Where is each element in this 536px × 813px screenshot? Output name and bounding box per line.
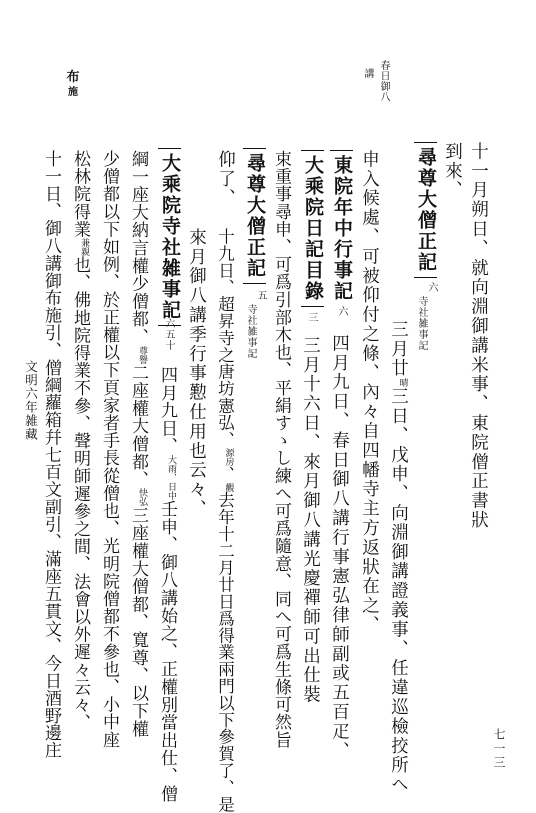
source-heading-3: 大乘院日記目錄 bbox=[301, 150, 324, 307]
source-heading-4-sub-title: 寺社雑事記 bbox=[245, 304, 256, 359]
column-9-after: 去年十二月廿日爲得業兩門以下參賀了、是 bbox=[215, 491, 235, 813]
column-3-after: 三日、戊申、向淵御講證義事、任違巡檢挍所へ bbox=[388, 387, 409, 795]
weather-note-2: 大雨、日中 bbox=[166, 455, 176, 500]
source-heading-4-sub-num: 五 bbox=[255, 290, 266, 301]
source-heading-2-sub: 六 bbox=[336, 306, 347, 317]
top-label-kou-line2: 講 bbox=[362, 68, 373, 79]
column-3 bbox=[389, 320, 407, 795]
page-number: 七一三 bbox=[492, 728, 506, 770]
column-14 bbox=[71, 150, 88, 731]
source-heading-4: 尋尊大僧正記 bbox=[243, 148, 266, 284]
weather-note-1: 晴 bbox=[397, 378, 408, 388]
column-1: 十一月朔日、就向淵御講米事、東院僧正書狀 bbox=[468, 142, 489, 530]
column-12-after: 三座權大僧都、寬尊、以下權 bbox=[128, 506, 148, 738]
column-12-mid: 二座權大僧都、 bbox=[128, 363, 148, 489]
column-11-before: 四月九日、 bbox=[157, 366, 177, 455]
column-11 bbox=[158, 366, 175, 803]
column-3-before: 三月廿 bbox=[388, 320, 409, 379]
source-heading-5: 大乘院寺社雑事記 bbox=[158, 148, 181, 326]
source-heading-1-sub-title: 寺社雑事記 bbox=[416, 296, 427, 351]
name-note-4: 快弘 bbox=[137, 488, 147, 507]
column-11-mid: 壬申、御八講始之、正權別當出仕、僧 bbox=[157, 500, 177, 803]
column-14-before: 松林院得業 bbox=[70, 150, 90, 238]
top-label-seki-line1: 布 bbox=[66, 70, 80, 85]
top-label-seki-line2: 施 bbox=[68, 87, 78, 98]
name-note-1: 源房 bbox=[223, 447, 234, 466]
column-9 bbox=[216, 228, 233, 813]
column-5: 四月九日、春日御八講行事憲弘律師副或五百疋、 bbox=[329, 334, 350, 761]
source-heading-1-sub-num: 六 bbox=[426, 282, 437, 293]
source-heading-2: 東院年中行事記 bbox=[330, 150, 353, 306]
column-10: 來月御八講季行事懃仕用也云々、 bbox=[186, 228, 207, 519]
column-14-after: 也、佛地院得業不參、聲明師遲參之間、法會以外遲々云々、 bbox=[70, 256, 90, 732]
column-12 bbox=[129, 150, 146, 738]
column-13: 少僧都以下如例、於正權以下頁家者手長從僧也、光明院僧都不參也、小中座 bbox=[99, 150, 119, 749]
source-heading-3-sub: 三 bbox=[306, 312, 317, 323]
column-15: 十一日、御八講御布施引、僧綱蘿箱幷七百文副引、滿座五貫文、今日酒野邊庄 bbox=[41, 150, 61, 759]
column-9-before: 十九日、超昇寺之唐坊憲弘、 bbox=[215, 228, 235, 448]
source-heading-1: 尋尊大僧正記 bbox=[414, 142, 437, 278]
column-9-mid: 、 bbox=[215, 465, 235, 483]
name-note-3: 尊譽 bbox=[137, 345, 147, 364]
column-6: 三月十六日、來月御八講光慶禪師可出仕裝 bbox=[300, 336, 321, 705]
name-note-5: 兼親 bbox=[79, 238, 89, 256]
column-7: 束重事尋申、可爲引部木也、平絹すゝし練へ可爲隨意、同へ可爲生條可然旨 bbox=[271, 150, 291, 749]
name-note-2: 觀 bbox=[223, 482, 234, 492]
column-12-before: 綱一座大納言權少僧都、 bbox=[128, 150, 148, 346]
source-heading-5-sub: 六五十 bbox=[163, 318, 174, 351]
top-label-seki bbox=[62, 70, 84, 100]
top-label-kou bbox=[354, 56, 400, 116]
running-head: 文明六年雑藏 bbox=[23, 360, 39, 441]
top-label-kou-line1: 春日御八 bbox=[378, 60, 389, 102]
column-8: 仰了、 bbox=[215, 150, 236, 209]
column-2: 到來、 bbox=[442, 142, 463, 201]
column-4: 申入候處、可被仰付之條、內々自四幡寺主方返狀在之、 bbox=[359, 150, 380, 635]
